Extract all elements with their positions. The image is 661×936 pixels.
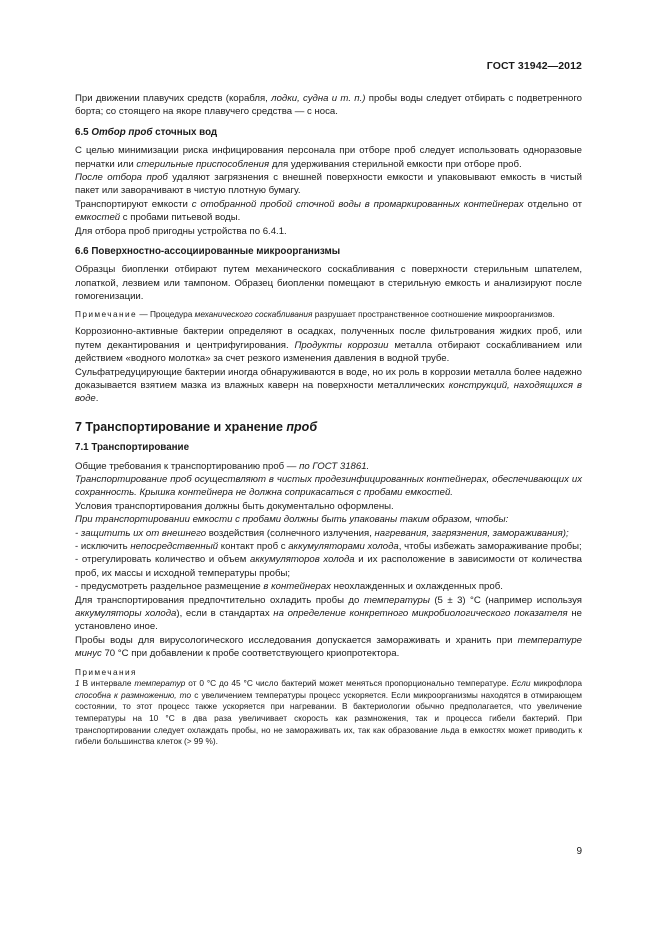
text: не установлено иное. [75, 608, 582, 633]
paragraph [75, 594, 582, 634]
text-italic: температуры [363, 594, 430, 606]
paragraph [75, 92, 582, 119]
text: ), если в стандартах [176, 608, 274, 619]
document-body [75, 92, 582, 748]
list-item [75, 580, 582, 593]
section-heading-7 [75, 421, 582, 434]
text: При движении плавучих средств (корабля, [75, 93, 272, 104]
text: воздействия (солнечного излучения, [206, 527, 375, 539]
text: разрушает пространственное соотношение микроорганизмов. [312, 308, 555, 319]
text-italic: по ГОСТ 31861. [299, 460, 370, 472]
paragraph [75, 366, 582, 406]
text: Коррозионно-активные бактерии определяют в осадках, полученных после фильтрования жидких проб, или путем декантирования и центрифугирования. [75, 326, 582, 351]
text-italic: стерильные приспособления [136, 158, 270, 170]
text-italic: аккумуляторов холода [249, 554, 355, 566]
text: с увеличением температуры процесс ускоряется. Если микроорганизмы находятся в отмирающем состоянии, то этот процесс также ускоряется при нагревании. В бактериологии обычно предполагается, что увеличение температуры на 10 °С в два раза увеличивает скорость как размножения, так и процесса гибели бактерий. При транспортировании следует охлаждать пробы, но не замораживать их, так как образование льда в емкостях может приводить к гибели большинства клеток (> 99 %). [75, 689, 582, 747]
text-italic: лодки, судна и т. п.) [271, 93, 366, 104]
text-italic: Отбор проб [91, 126, 153, 138]
text-italic: нагревания, загрязнения, замораживания); [374, 527, 569, 539]
text-italic: способна к размножению, то [75, 689, 192, 700]
text-italic: непосредственный [130, 540, 219, 552]
note-title: Примечания [75, 666, 137, 677]
text: Сульфатредуцирующие бактерии иногда обнаруживаются в воде, но их роль в коррозии металла более надежно доказывается взятием мазка из влажных каверн на поверхности металлических [75, 366, 582, 391]
text: от 0 °С до 45 °С число бактерий может меняться пропорционально температуре. [185, 678, 512, 689]
text: Для транспортирования предпочтительно охладить пробы до [75, 594, 364, 606]
text-italic: Продукты коррозии [294, 339, 389, 351]
paragraph [75, 634, 582, 661]
paragraph: Образцы биопленки отбирают путем механического соскабливания с поверхности стерильным шпателем, лопаткой, лезвием или тампоном. Образец биопленки помещают в стерильную емкость и анализируют после гомогенизации. [75, 264, 582, 303]
section-heading-7-1: 7.1 Транспортирование [75, 442, 190, 454]
text: 70 °С при добавлении к пробе соответствующего криопротектора. [101, 648, 400, 660]
text: отдельно от [523, 198, 582, 210]
text-italic: При транспортировании емкости с пробами должны быть упакованы таким образом, чтобы: [75, 514, 509, 526]
text: В интервале [79, 678, 135, 689]
text: 6.5 [75, 126, 92, 138]
text: С целью минимизации риска инфицирования персонала при отборе проб следует использовать одноразовые перчатки или [75, 145, 582, 170]
text: металла отбирают соскабливанием или действием «водного молотка» за счет резкого изменения давления в водной трубе. [75, 339, 582, 365]
paragraph [75, 171, 582, 198]
text-italic: проб [286, 419, 318, 434]
notes-title [75, 667, 582, 679]
list-item [75, 540, 582, 553]
text-italic: аккумуляторы холода [75, 608, 177, 619]
text: с пробами питьевой воды. [120, 212, 241, 224]
note-title: Примечание [75, 308, 138, 319]
note-item-1 [75, 678, 582, 748]
text-italic: емкостей [75, 212, 121, 224]
list-item [75, 527, 582, 540]
section-heading-6-6: 6.6 Поверхностно-ассоциированные микроорганизмы [75, 246, 341, 258]
document-header: ГОСТ 31942—2012 [486, 60, 582, 72]
text: . [95, 393, 99, 405]
paragraph: Для отбора проб пригодны устройства по 6.4.1. [75, 225, 287, 237]
paragraph [75, 460, 582, 473]
text-italic: температур [134, 678, 186, 689]
text: Общие требования к транспортированию проб — [75, 460, 300, 472]
section-heading-6-5 [75, 126, 582, 139]
paragraph [75, 144, 582, 171]
text-italic: Если [511, 678, 531, 689]
text-italic: механического соскабливания [194, 308, 313, 319]
text-italic: температуре минус [75, 634, 582, 660]
text: - предусмотреть раздельное размещение [75, 581, 264, 593]
text: контакт проб с [218, 540, 289, 552]
text-italic: - защитить их от внешнего [75, 527, 207, 539]
text-italic: конструкций, находящихся в воде [75, 379, 582, 405]
text: и их расположение в зависимости от количества проб, их массы и исходной температуры пробы; [75, 554, 582, 579]
paragraph [75, 513, 582, 526]
text: , чтобы избежать замораживание пробы; [398, 540, 582, 552]
text: — Процедура [137, 308, 195, 319]
text: микрофлора [530, 678, 582, 689]
text-italic: аккумуляторами холода [288, 540, 399, 552]
text: Пробы воды для вирусологического исследования допускается замораживать и хранить при [75, 634, 518, 646]
text: - исключить [75, 540, 131, 552]
note [75, 309, 582, 321]
text: пробы воды следует отбирать с подветренного борта; со стоящего на якоре плавучего средства — с носа. [75, 93, 583, 118]
text-italic: в контейнерах [263, 581, 331, 593]
paragraph: Условия транспортирования должны быть документально оформлены. [75, 500, 394, 512]
paragraph [75, 198, 582, 225]
list-item [75, 553, 582, 580]
text-italic: на определение конкретного микробиологического показателя [273, 608, 568, 619]
text: сточных вод [152, 126, 218, 138]
text-italic: с отобранной пробой сточной воды в промаркированных контейнерах [191, 198, 524, 210]
text: Транспортируют емкости [75, 198, 192, 210]
paragraph [75, 473, 582, 500]
text: для удерживания стерильной емкости при отборе проб. [269, 158, 522, 170]
page-number: 9 [576, 846, 582, 857]
text-italic: После отбора проб [75, 172, 168, 184]
paragraph [75, 325, 582, 365]
text: - отрегулировать количество и объем [75, 554, 250, 566]
note-number: 1 [75, 678, 80, 689]
text-italic: Транспортирование проб осуществляют в чистых продезинфицированных контейнерах, обеспечивающих их сохранность. Крышка контейнера не должна соприкасаться с пробами емкостей. [75, 473, 582, 499]
text: (5 ± 3) °С (например используя [429, 594, 582, 606]
text: неохлажденных и охлажденных проб. [330, 581, 503, 593]
text: 7 Транспортирование и хранение [75, 419, 287, 434]
text: удаляют загрязнения с внешней поверхности емкости и упаковывают емкость в чистый пакет или заворачивают в чистую плотную бумагу. [75, 172, 582, 197]
